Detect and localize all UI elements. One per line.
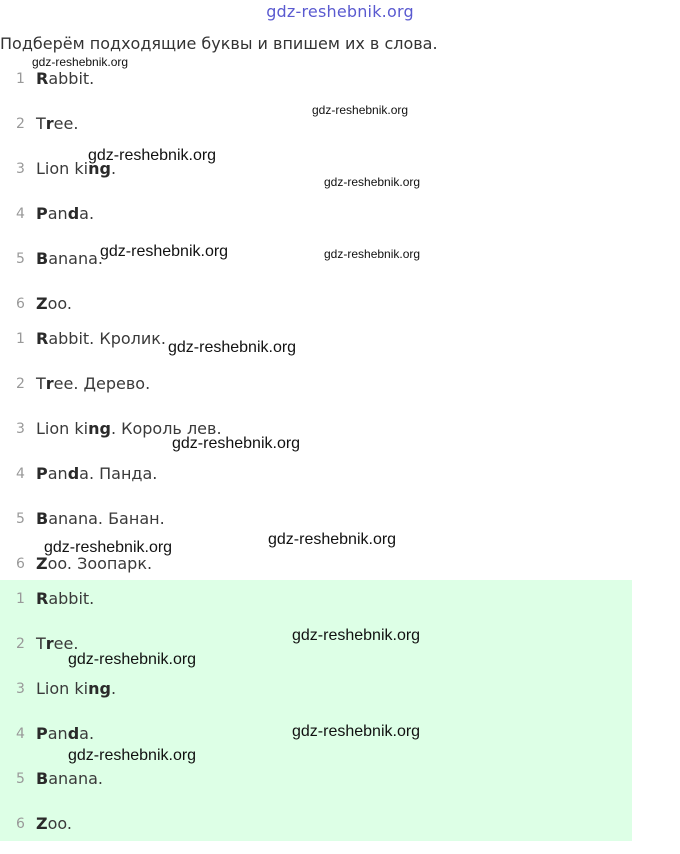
word-part: oo. Зоопарк.: [47, 554, 153, 573]
word-part: a.: [79, 204, 95, 223]
inserted-letters: P: [36, 204, 48, 223]
watermark: gdz-reshebnik.org: [100, 243, 229, 260]
watermark: gdz-reshebnik.org: [172, 435, 301, 452]
item-number: 4: [16, 466, 25, 482]
word-part: T: [36, 634, 46, 653]
inserted-letters: Z: [36, 294, 48, 313]
inserted-letters: R: [36, 329, 49, 348]
inserted-letters: Z: [36, 554, 48, 573]
item-number: 5: [16, 251, 25, 267]
watermark: gdz-reshebnik.org: [44, 539, 173, 556]
word-part: .: [110, 159, 117, 178]
item-number: 1: [16, 591, 25, 607]
word-part: abbit. Кролик.: [48, 329, 167, 348]
word-part: an: [47, 724, 68, 743]
word-part: an: [47, 464, 68, 483]
item-number: 3: [16, 681, 25, 697]
word-part: Lion ki: [36, 419, 89, 438]
word-part: Lion ki: [36, 159, 89, 178]
item-text: [36, 679, 116, 698]
task-instruction: Подберём подходящие буквы и впишем их в слова.: [0, 34, 438, 53]
inserted-letters: R: [36, 69, 49, 88]
watermark: gdz-reshebnik.org: [324, 175, 421, 189]
item-text: [36, 204, 94, 223]
word-part: anana. Банан.: [48, 509, 165, 528]
item-number: 1: [16, 71, 25, 87]
watermark: gdz-reshebnik.org: [68, 651, 197, 668]
list-item: [0, 764, 632, 809]
inserted-letters: r: [45, 634, 54, 653]
inserted-letters: B: [36, 509, 49, 528]
list-item: [0, 584, 632, 629]
word-part: anana.: [48, 249, 103, 268]
watermark: gdz-reshebnik.org: [312, 103, 409, 117]
word-part: a.: [79, 724, 95, 743]
item-number: 4: [16, 206, 25, 222]
inserted-letters: P: [36, 464, 48, 483]
inserted-letters: B: [36, 249, 49, 268]
word-part: T: [36, 374, 46, 393]
item-number: 4: [16, 726, 25, 742]
item-number: 5: [16, 511, 25, 527]
inserted-letters: P: [36, 724, 48, 743]
inserted-letters: ng: [88, 679, 111, 698]
word-part: an: [47, 204, 68, 223]
word-part: Lion ki: [36, 679, 89, 698]
inserted-letters: d: [67, 204, 80, 223]
item-text: [36, 294, 72, 313]
word-part: . Король лев.: [110, 419, 222, 438]
item-text: [36, 509, 165, 528]
inserted-letters: R: [36, 589, 49, 608]
inserted-letters: d: [67, 464, 80, 483]
watermark: gdz-reshebnik.org: [88, 147, 217, 164]
item-text: [36, 69, 94, 88]
item-text: [36, 814, 72, 833]
watermark: gdz-reshebnik.org: [292, 627, 421, 644]
word-part: ee. Дерево.: [53, 374, 151, 393]
item-number: 1: [16, 331, 25, 347]
item-text: [36, 589, 94, 608]
answer-list: [0, 580, 632, 841]
word-part: ee.: [53, 114, 79, 133]
item-text: [36, 329, 166, 348]
inserted-letters: Z: [36, 814, 48, 833]
site-header-link[interactable]: gdz-reshebnik.org: [266, 2, 414, 21]
word-part: a. Панда.: [79, 464, 158, 483]
list-item: [0, 324, 680, 369]
item-number: 3: [16, 161, 25, 177]
word-part: T: [36, 114, 46, 133]
inserted-letters: B: [36, 769, 49, 788]
item-number: 6: [16, 296, 25, 312]
item-text: [36, 724, 94, 743]
word-part: anana.: [48, 769, 103, 788]
item-number: 5: [16, 771, 25, 787]
list-item: [0, 414, 680, 459]
item-text: [36, 769, 103, 788]
item-number: 2: [16, 376, 25, 392]
list-item: [0, 809, 632, 854]
inserted-letters: ng: [88, 159, 111, 178]
word-part: oo.: [47, 294, 72, 313]
word-part: abbit.: [48, 69, 95, 88]
word-part: ee.: [53, 634, 79, 653]
item-text: [36, 114, 78, 133]
inserted-letters: ng: [88, 419, 111, 438]
item-text: [36, 374, 150, 393]
item-number: 2: [16, 636, 25, 652]
inserted-letters: r: [45, 114, 54, 133]
list-item: [0, 674, 632, 719]
watermark: gdz-reshebnik.org: [268, 531, 397, 548]
item-number: 2: [16, 116, 25, 132]
word-part: oo.: [47, 814, 72, 833]
item-text: [36, 464, 157, 483]
word-part: .: [110, 679, 117, 698]
item-text: [36, 249, 103, 268]
watermark: gdz-reshebnik.org: [292, 723, 421, 740]
watermark: gdz-reshebnik.org: [168, 339, 297, 356]
word-part: abbit.: [48, 589, 95, 608]
list-item: [0, 199, 680, 244]
inserted-letters: d: [67, 724, 80, 743]
watermark: gdz-reshebnik.org: [324, 247, 421, 261]
list-item: [0, 459, 680, 504]
watermark: gdz-reshebnik.org: [32, 55, 129, 69]
item-number: 6: [16, 556, 25, 572]
item-number: 3: [16, 421, 25, 437]
item-number: 6: [16, 816, 25, 832]
list-item: [0, 369, 680, 414]
inserted-letters: r: [45, 374, 54, 393]
watermark: gdz-reshebnik.org: [68, 747, 197, 764]
